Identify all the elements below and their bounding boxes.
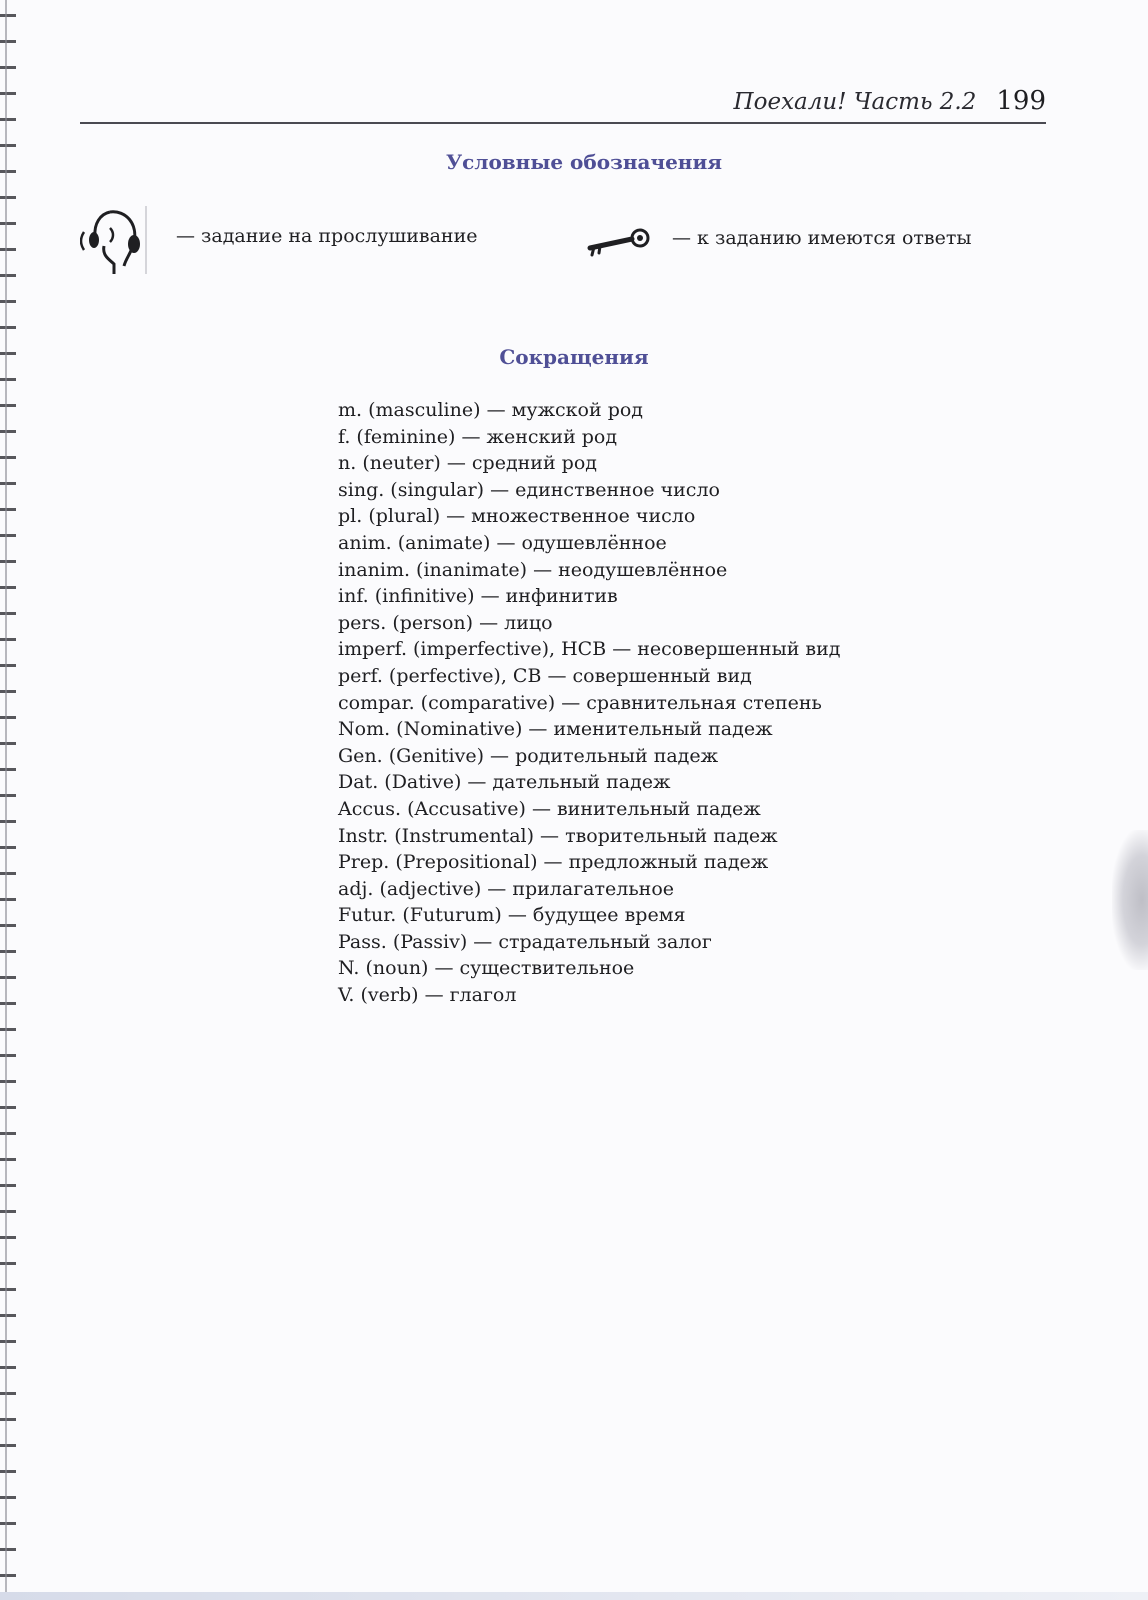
abbreviation-item: pl. (plural) — множественное число [338,505,696,528]
abbreviation-item: sing. (singular) — единственное число [338,478,720,501]
abbreviation-item: Prep. (Prepositional) — предложный падеж [338,851,769,874]
legend-listen-text: — задание на прослушивание [176,225,478,247]
abbreviation-item: n. (neuter) — средний род [338,452,597,475]
abbreviation-item: Gen. (Genitive) — родительный падеж [338,744,719,767]
legend-key-text: — к заданию имеются ответы [672,227,972,249]
page-bottom-edge [0,1592,1148,1600]
abbreviation-item: Futur. (Futurum) — будущее время [338,904,686,927]
abbreviation-item: Dat. (Dative) — дательный падеж [338,771,671,794]
abbreviation-item: pers. (person) — лицо [338,611,553,634]
binding-edge [5,0,7,1600]
abbreviation-item: N. (noun) — существительное [338,957,635,980]
abbreviation-item: anim. (animate) — одушевлённое [338,531,667,554]
page-number: 199 [996,86,1046,116]
abbreviation-item: perf. (perfective), СВ — совершенный вид [338,664,752,687]
key-icon [584,226,654,258]
running-header [734,86,1046,116]
legend-title: Условные обозначения [445,150,723,174]
abbreviation-item: Nom. (Nominative) — именительный падеж [338,718,773,741]
headphones-listening-icon [80,202,148,278]
header-rule [80,122,1046,124]
abbreviation-item: m. (masculine) — мужской род [338,399,644,421]
abbreviation-item: compar. (comparative) — сравнительная степень [338,691,822,714]
abbreviations-list [338,397,840,1009]
abbreviations-title: Сокращения [499,345,649,369]
abbreviation-item: imperf. (imperfective), НСВ — несовершенный вид [338,638,841,661]
abbreviation-item: Accus. (Accusative) — винительный падеж [338,797,761,820]
abbreviation-item: f. (feminine) — женский род [338,425,618,448]
page-smudge [1112,830,1148,970]
abbreviation-item: inanim. (inanimate) — неодушевлённое [338,558,728,581]
abbreviation-item: adj. (adjective) — прилагательное [338,877,675,900]
abbreviation-item: inf. (infinitive) — инфинитив [338,585,618,608]
spiral-binding [0,0,16,1600]
abbreviation-item: Instr. (Instrumental) — творительный падеж [338,824,778,847]
abbreviation-item: Pass. (Passiv) — страдательный залог [338,930,712,953]
abbreviation-item: V. (verb) — глагол [338,984,517,1007]
running-title: Поехали! Часть 2.2 [733,89,977,115]
